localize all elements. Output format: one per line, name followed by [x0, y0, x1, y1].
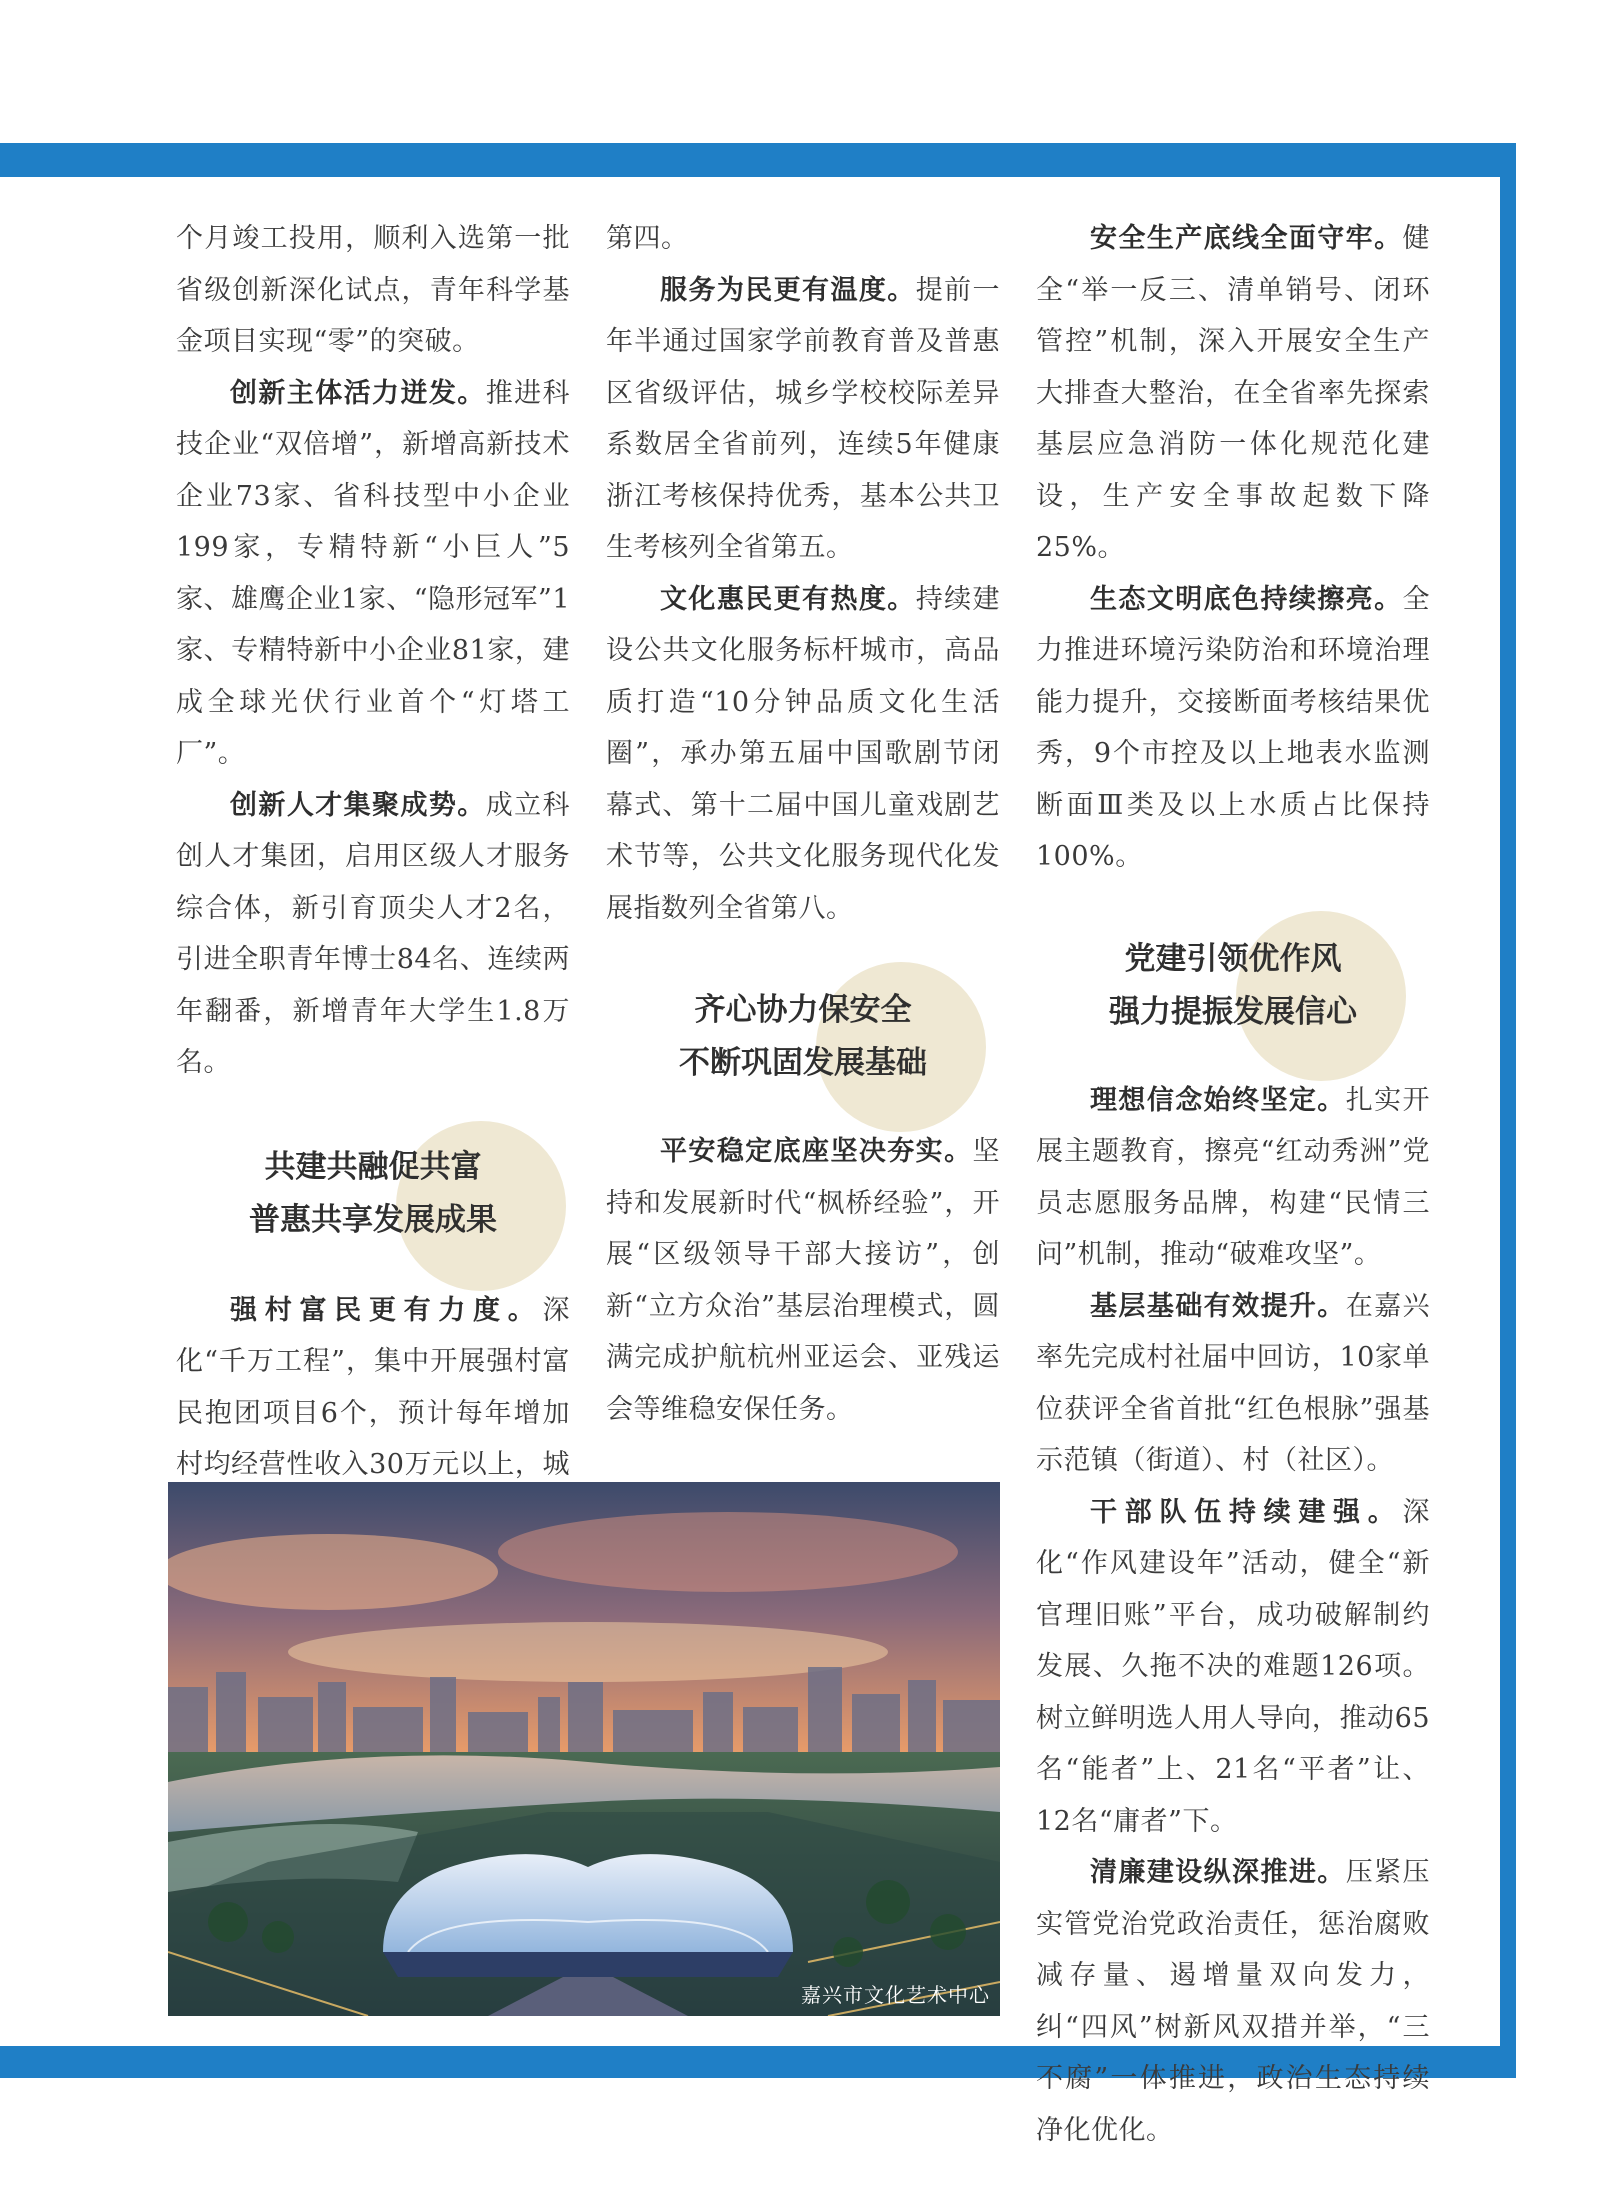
heading-line: 党建引领优作风 [1124, 940, 1342, 977]
column-1 [176, 213, 570, 1594]
paragraph-body: 健全“举一反三、清单销号、闭环管控”机制，深入开展安全生产大排查大整治，在全省率先探索基层应急消防一体化规范化建设，生产安全事故起数下降25%。 [1036, 223, 1430, 563]
paragraph-lead: 生态文明底色持续擦亮。 [1090, 583, 1403, 615]
paragraph [1036, 213, 1430, 574]
paragraph-lead: 基层基础有效提升。 [1090, 1290, 1346, 1322]
paragraph-lead: 干部队伍持续建强。 [1090, 1496, 1403, 1528]
heading-line: 强力提振发展信心 [1109, 993, 1357, 1030]
paragraph [1036, 574, 1430, 883]
paragraph [606, 574, 1000, 935]
frame-top-bar [0, 143, 1516, 177]
paragraph [1036, 1487, 1430, 1848]
paragraph [1036, 1847, 1430, 2156]
paragraph-lead: 安全生产底线全面守牢。 [1090, 223, 1403, 254]
paragraph [1036, 1281, 1430, 1487]
paragraph-body: 持续建设公共文化服务标杆城市，高品质打造“10分钟品质文化生活圈”，承办第五届中国歌剧节闭幕式、第十二届中国儿童戏剧艺术节等，公共文化服务现代化发展指数列全省第八。 [606, 583, 1001, 924]
paragraph-body: 压紧压实管党治党政治责任，惩治腐败减存量、遏增量双向发力，纠“四风”树新风双措并举，“三不腐”一体推进，政治生态持续净化优化。 [1036, 1857, 1431, 2146]
paragraph-body: 全力推进环境污染防治和环境治理能力提升，交接断面考核结果优秀，9个市控及以上地表水监测断面Ⅲ类及以上水质占比保持100%。 [1036, 583, 1430, 872]
paragraph-lead: 平安稳定底座坚决夯实。 [660, 1136, 973, 1167]
paragraph: 第四。 [606, 223, 689, 254]
paragraph [606, 265, 1000, 574]
section-heading [1036, 933, 1430, 1039]
paragraph [606, 1126, 1000, 1435]
paragraph-body: 成立科创人才集团，启用区级人才服务综合体，新引育顶尖人才2名，引进全职青年博士84名、连续两年翻番，新增青年大学生1.8万名。 [176, 789, 571, 1078]
paragraph [1036, 1075, 1430, 1281]
paragraph [176, 368, 570, 780]
paragraph [176, 780, 570, 1089]
paragraph-lead: 服务为民更有温度。 [660, 274, 916, 306]
heading-line: 共建共融促共富 [264, 1148, 482, 1185]
paragraph-body: 在嘉兴率先完成村社届中回访，10家单位获评全省首批“红色根脉”强基示范镇（街道）、村（社区）。 [1036, 1290, 1431, 1476]
photo-caption: 嘉兴市文化艺术中心 [801, 1983, 990, 2007]
frame-right-bar [1500, 143, 1516, 2078]
paragraph-lead: 创新人才集聚成势。 [230, 789, 486, 821]
paragraph-lead: 文化惠民更有热度。 [660, 583, 916, 615]
heading-line: 齐心协力保安全 [694, 992, 912, 1028]
paragraph-lead: 强村富民更有力度。 [230, 1294, 543, 1326]
column-3 [1036, 213, 1430, 2156]
section-heading [176, 1141, 570, 1247]
paragraph-body: 推进科技企业“双倍增”，新增高新技术企业73家、省科技型中小企业199家，专精特新“小巨人”5家、雄鹰企业1家、“隐形冠军”1家、专精特新中小企业81家，建成全球光伏行业首个“灯塔工厂”。 [176, 377, 571, 769]
paragraph-body: 扎实开展主题教育，擦亮“红动秀洲”党员志愿服务品牌，构建“民情三问”机制，推动“破难攻坚”。 [1036, 1084, 1431, 1270]
paragraph-body: 坚持和发展新时代“枫桥经验”，开展“区级领导干部大接访”，创新“立方众治”基层治理模式，圆满完成护航杭州亚运会、亚残运会等维稳安保任务。 [606, 1136, 1000, 1425]
paragraph-body: 深化“千万工程”，集中开展强村富民抱团项目6个，预计每年增加村均经营性收入30万元以上，城 [176, 1294, 570, 1480]
heading-line: 普惠共享发展成果 [249, 1201, 497, 1238]
column-2 [606, 213, 1000, 1435]
heading-line: 不断巩固发展基础 [679, 1045, 927, 1081]
paragraph-lead: 理想信念始终坚定。 [1090, 1084, 1346, 1116]
section-heading [606, 984, 1000, 1090]
paragraph-body: 提前一年半通过国家学前教育普及普惠区省级评估，城乡学校校际差异系数居全省前列，连续5年健康浙江考核保持优秀，基本公共卫生考核列全省第五。 [606, 274, 1001, 563]
paragraph-lead: 清廉建设纵深推进。 [1090, 1857, 1346, 1888]
paragraph: 个月竣工投用，顺利入选第一批省级创新深化试点，青年科学基金项目实现“零”的突破。 [176, 223, 570, 357]
paragraph-body: 深化“作风建设年”活动，健全“新官理旧账”平台，成功破解制约发展、久拖不决的难题126项。树立鲜明选人用人导向，推动65名“能者”上、21名“平者”让、12名“庸者”下。 [1036, 1496, 1430, 1837]
photo-illustration [168, 1482, 1000, 2016]
photo-culture-center [168, 1482, 1000, 2016]
paragraph-lead: 创新主体活力迸发。 [230, 377, 486, 409]
